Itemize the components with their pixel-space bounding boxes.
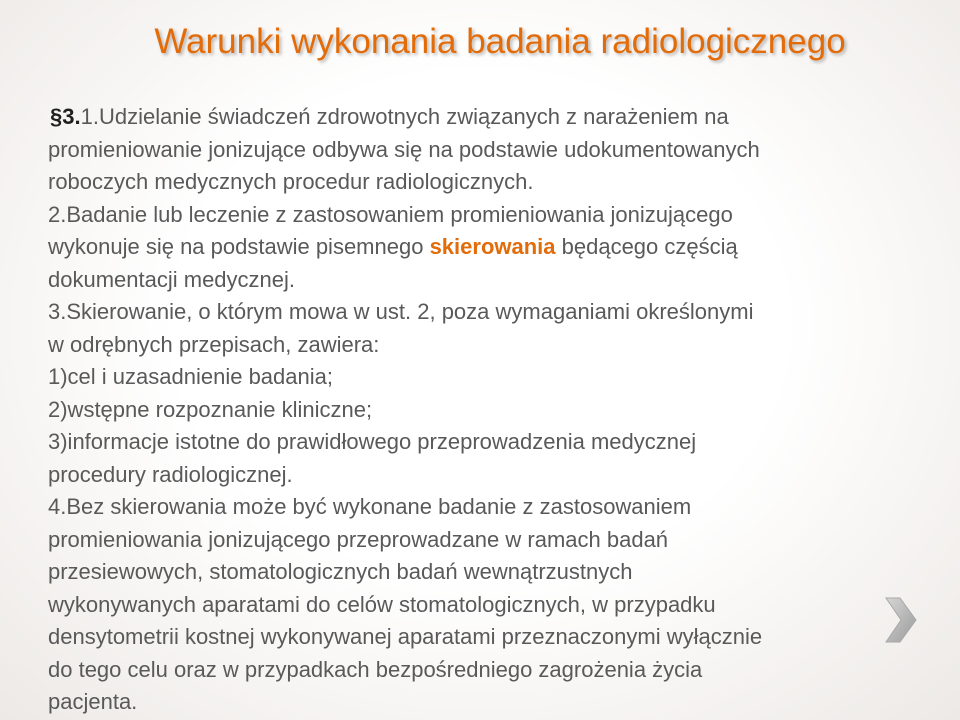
text-segment: 4.Bez skierowania może być wykonane badanie z zastosowaniem (48, 494, 692, 519)
text-line (48, 166, 928, 199)
text-segment: promieniowania jonizującego przeprowadzane w ramach badań (48, 526, 669, 552)
text-segment: 1)cel i uzasadnienie badania; (48, 364, 333, 389)
chevron-right-icon (880, 594, 920, 646)
text-line (48, 361, 928, 394)
text-line (48, 329, 928, 362)
text-segment: pacjenta. (48, 689, 138, 714)
slide-body (48, 101, 928, 719)
text-segment: 2.Badanie lub leczenie z zastosowaniem promieniowania jonizującego (48, 201, 733, 227)
text-line (48, 686, 928, 719)
highlighted-term: skierowania (429, 234, 556, 259)
text-segment: 3)informacje istotne do prawidłowego przeprowadzenia medycznej (48, 429, 697, 454)
text-segment: wykonuje się na podstawie pisemnego (48, 234, 430, 259)
text-segment: będącego częścią (555, 234, 738, 259)
text-segment: w odrębnych przepisach, zawiera: (48, 331, 380, 357)
text-segment: wykonywanych aparatami do celów stomatologicznych, w przypadku (48, 591, 716, 617)
text-line (48, 101, 928, 134)
text-line (48, 524, 928, 557)
text-line (48, 134, 928, 167)
text-line (48, 231, 928, 264)
text-segment: procedury radiologicznej. (48, 461, 293, 487)
next-slide-button[interactable] (880, 594, 920, 646)
text-segment: do tego celu oraz w przypadkach bezpośredniego zagrożenia życia (48, 656, 703, 682)
text-line (48, 621, 928, 654)
slide-title: Warunki wykonania badania radiologicznego (154, 22, 846, 61)
text-line (48, 589, 928, 622)
text-segment: roboczych medycznych procedur radiologicznych. (48, 169, 534, 194)
text-line (48, 264, 928, 297)
text-segment: 2)wstępne rozpoznanie kliniczne; (48, 396, 373, 422)
text-segment: 1.Udzielanie świadczeń zdrowotnych związanych z narażeniem na (80, 104, 729, 129)
text-line (48, 199, 928, 232)
text-segment: promieniowanie jonizujące odbywa się na podstawie udokumentowanych (48, 136, 760, 162)
text-line (48, 459, 928, 492)
text-segment: dokumentacji medycznej. (48, 266, 296, 292)
text-line (48, 394, 928, 427)
paragraph-mark: §3. (50, 104, 81, 129)
text-line (48, 426, 928, 459)
text-segment: densytometrii kostnej wykonywanej aparatami przeznaczonymi wyłącznie (48, 624, 763, 649)
text-line (48, 296, 928, 329)
text-line (48, 556, 928, 589)
text-line (48, 491, 928, 524)
text-segment: 3.Skierowanie, o którym mowa w ust. 2, poza wymaganiami określonymi (48, 299, 754, 324)
text-line (48, 654, 928, 687)
text-segment: przesiewowych, stomatologicznych badań wewnątrzustnych (48, 559, 633, 584)
